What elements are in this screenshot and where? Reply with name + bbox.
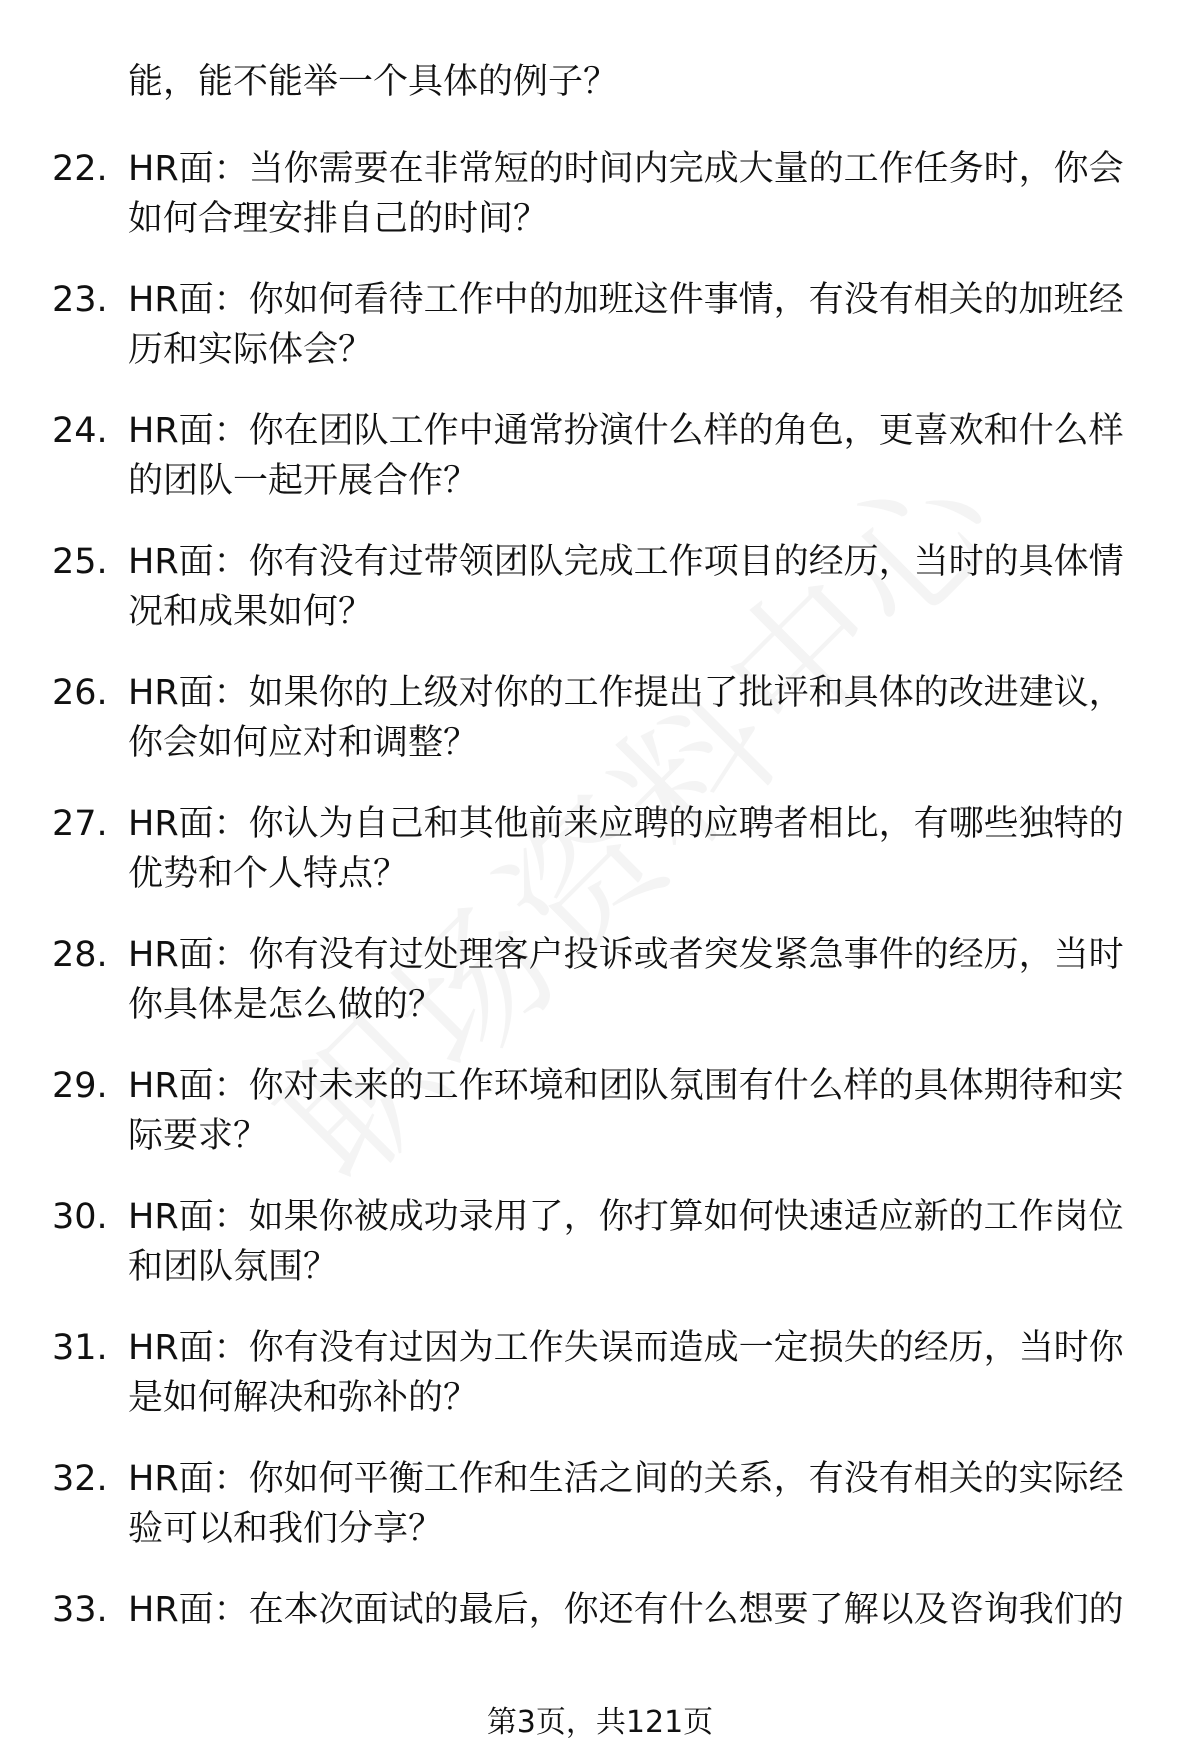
question-item bbox=[52, 275, 1152, 406]
question-number: 28. bbox=[52, 935, 108, 975]
question-text: HR面：当你需要在非常短的时间内完成大量的工作任务时，你会如何合理安排自己的时间？ bbox=[128, 149, 1124, 239]
question-number: 25. bbox=[52, 542, 108, 582]
question-item bbox=[52, 1061, 1152, 1192]
question-text: HR面：你对未来的工作环境和团队氛围有什么样的具体期待和实际要求？ bbox=[128, 1066, 1124, 1156]
question-number: 30. bbox=[52, 1197, 108, 1237]
question-text: HR面：你如何平衡工作和生活之间的关系，有没有相关的实际经验可以和我们分享？ bbox=[128, 1459, 1124, 1549]
question-item bbox=[52, 1192, 1152, 1323]
question-item bbox=[52, 668, 1152, 799]
question-item bbox=[52, 537, 1152, 668]
question-number: 31. bbox=[52, 1328, 108, 1368]
question-text: HR面：在本次面试的最后，你还有什么想要了解以及咨询我们的 bbox=[128, 1590, 1124, 1630]
question-number: 23. bbox=[52, 280, 108, 320]
question-number: 27. bbox=[52, 804, 108, 844]
question-text: HR面：如果你的上级对你的工作提出了批评和具体的改进建议，你会如何应对和调整？ bbox=[128, 673, 1124, 763]
question-text: HR面：你认为自己和其他前来应聘的应聘者相比，有哪些独特的优势和个人特点？ bbox=[128, 804, 1124, 894]
question-item bbox=[52, 144, 1152, 275]
question-item bbox=[52, 930, 1152, 1061]
question-text: HR面：你如何看待工作中的加班这件事情，有没有相关的加班经历和实际体会？ bbox=[128, 280, 1124, 370]
question-number: 26. bbox=[52, 673, 108, 713]
question-text: HR面：你有没有过因为工作失误而造成一定损失的经历，当时你是如何解决和弥补的？ bbox=[128, 1328, 1124, 1418]
question-list bbox=[52, 144, 1152, 1716]
question-text: HR面：你在团队工作中通常扮演什么样的角色，更喜欢和什么样的团队一起开展合作？ bbox=[128, 411, 1124, 501]
question-item bbox=[52, 406, 1152, 537]
question-number: 24. bbox=[52, 411, 108, 451]
question-item bbox=[52, 1585, 1152, 1716]
question-item bbox=[52, 1454, 1152, 1585]
question-item bbox=[52, 799, 1152, 930]
question-number: 33. bbox=[52, 1590, 108, 1630]
question-number: 32. bbox=[52, 1459, 108, 1499]
question-text: HR面：你有没有过处理客户投诉或者突发紧急事件的经历，当时你具体是怎么做的？ bbox=[128, 935, 1124, 1025]
continued-question-text: 能，能不能举一个具体的例子？ bbox=[128, 62, 619, 102]
question-number: 22. bbox=[52, 149, 108, 189]
question-number: 29. bbox=[52, 1066, 108, 1106]
question-text: HR面：你有没有过带领团队完成工作项目的经历，当时的具体情况和成果如何？ bbox=[128, 542, 1124, 632]
page-number-footer: 第3页，共121页 bbox=[486, 1705, 714, 1740]
question-text: HR面：如果你被成功录用了，你打算如何快速适应新的工作岗位和团队氛围？ bbox=[128, 1197, 1124, 1287]
question-item bbox=[52, 1323, 1152, 1454]
